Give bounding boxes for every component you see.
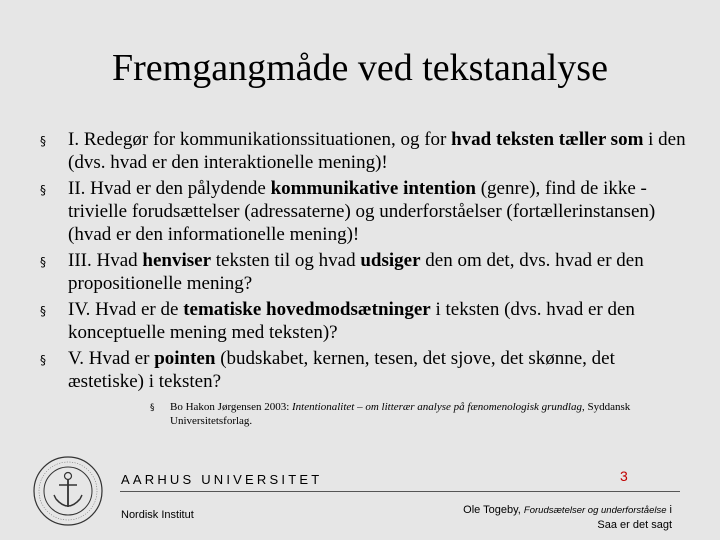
institute-name: Nordisk Institut [121, 509, 194, 521]
reference-note: § Bo Hakon Jørgensen 2003: Intentionalitet – om litterær analyse på fænomenologisk grundlag, Syddansk Universitetsforlag. [150, 401, 631, 427]
bullet-item: § II. Hvad er den pålydende kommunikative intention (genre), find de ikke -trivielle forudsættelser (adressaterne) og underforståelser (fortællerinstansen) (hvad er den informationelle mening)! [40, 178, 656, 245]
page-number: 3 [620, 468, 628, 484]
bullet-marker-icon: § [40, 134, 46, 148]
bullet-item: § IV. Hvad er de tematiske hovedmodsætninger i teksten (dvs. hvad er den konceptuelle mening med teksten)? [40, 299, 635, 343]
university-seal-icon [32, 455, 104, 527]
footer-credit: Ole Togeby, Forudsætelser og underforståelse i Saa er det sagt [463, 504, 672, 531]
bullet-marker-icon: § [150, 403, 155, 413]
bullet-marker-icon: § [40, 255, 46, 269]
bullet-marker-icon: § [40, 353, 46, 367]
slide-title: Fremgangmåde ved tekstanalyse [112, 47, 608, 89]
bullet-item: § III. Hvad henviser teksten til og hvad udsiger den om det, dvs. hvad er den propositionelle mening? [40, 250, 644, 294]
bullet-item: § V. Hvad er pointen (budskabet, kernen, tesen, det sjove, det skønne, det æstetiske) i teksten? [40, 348, 615, 392]
bullet-marker-icon: § [40, 304, 46, 318]
university-name: AARHUS UNIVERSITET [121, 472, 323, 487]
footer-divider [120, 491, 680, 492]
bullet-marker-icon: § [40, 183, 46, 197]
bullet-item: § I. Redegør for kommunikationssituationen, og for hvad teksten tæller som i den (dvs. hvad er den interaktionelle mening)! [40, 129, 686, 173]
bullet-list [40, 128, 690, 396]
